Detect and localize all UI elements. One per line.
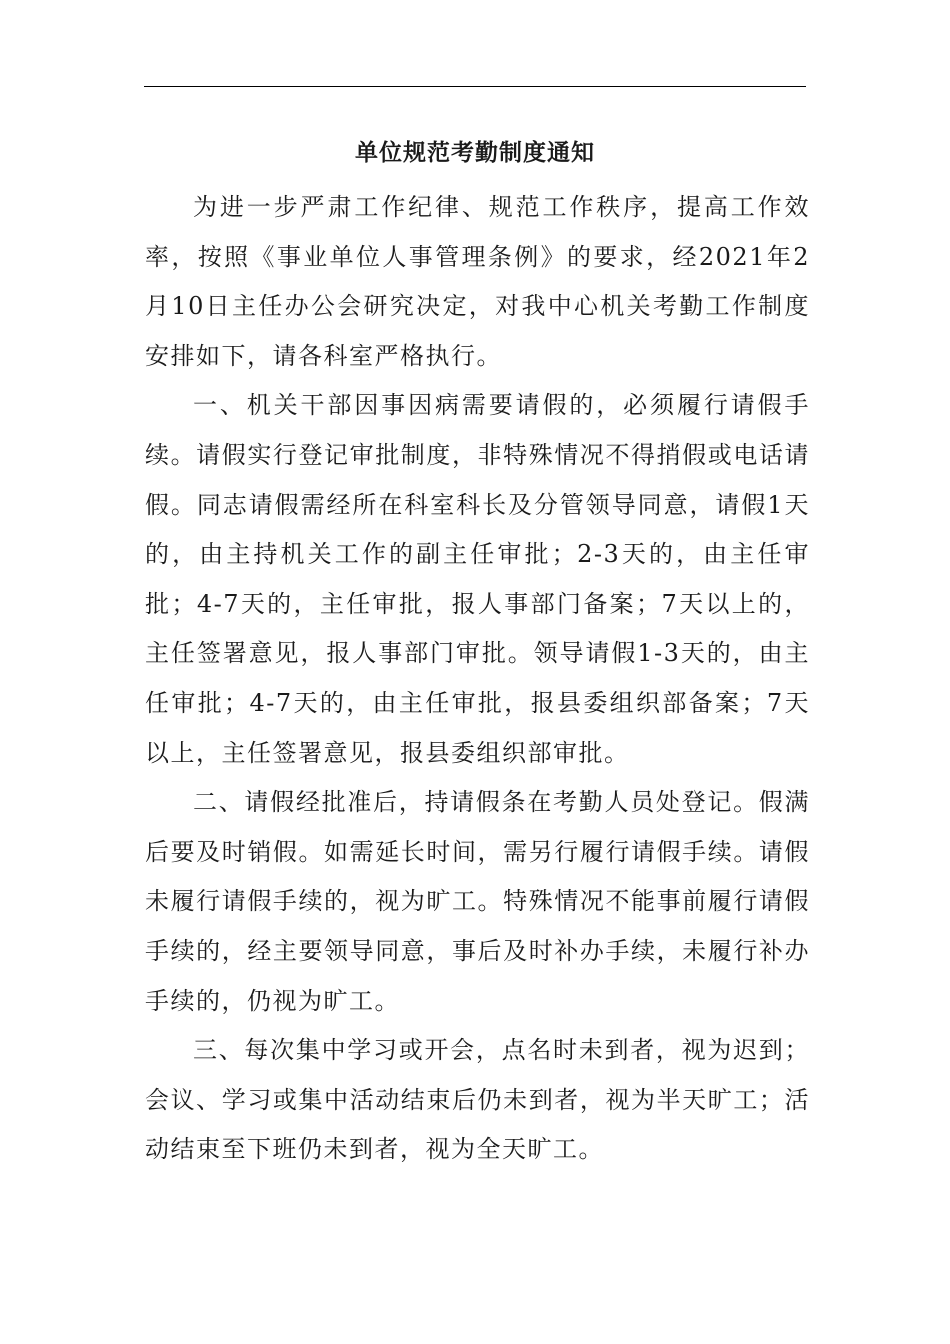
paragraph-intro: 为进一步严肃工作纪律、规范工作秩序，提高工作效率，按照《事业单位人事管理条例》的要求，经2021年2月10日主任办公会研究决定，对我中心机关考勤工作制度安排如下，请各科室严格执行。 <box>145 193 810 370</box>
paragraph-section-2: 二、请假经批准后，持请假条在考勤人员处登记。假满后要及时销假。如需延长时间，需另行履行请假手续。请假未履行请假手续的，视为旷工。特殊情况不能事前履行请假手续的，经主要领导同意，事后及时补办手续，未履行补办手续的，仍视为旷工。 <box>145 788 810 1015</box>
document-body <box>145 183 810 1175</box>
document-title: 单位规范考勤制度通知 <box>355 139 595 166</box>
paragraph-section-1: 一、机关干部因事因病需要请假的，必须履行请假手续。请假实行登记审批制度，非特殊情况不得捎假或电话请假。同志请假需经所在科室科长及分管领导同意，请假1天的，由主持机关工作的副主任审批；2-3天的，由主任审批；4-7天的，主任审批，报人事部门备案；7天以上的，主任签署意见，报人事部门审批。领导请假1-3天的，由主任审批；4-7天的，由主任审批，报县委组织部备案；7天以上，主任签署意见，报县委组织部审批。 <box>145 391 810 767</box>
header-divider <box>144 86 806 87</box>
paragraph-section-3: 三、每次集中学习或开会，点名时未到者，视为迟到；会议、学习或集中活动结束后仍未到者，视为半天旷工；活动结束至下班仍未到者，视为全天旷工。 <box>145 1036 810 1164</box>
